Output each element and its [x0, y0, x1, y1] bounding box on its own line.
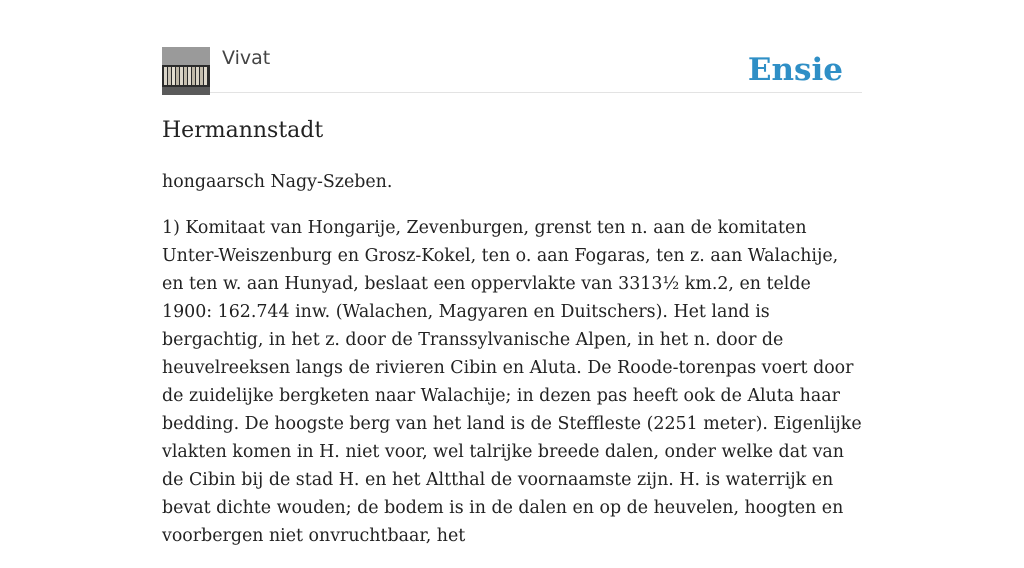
- author-name[interactable]: Vivat: [222, 47, 271, 69]
- bookshelf-avatar-icon: [162, 47, 210, 95]
- article-title: Hermannstadt: [162, 118, 324, 143]
- author-avatar[interactable]: [162, 47, 210, 95]
- site-header: [162, 46, 862, 93]
- article-content: [162, 168, 862, 568]
- article-body: 1) Komitaat van Hongarije, Zevenburgen, grenst ten n. aan de komitaten Unter-Weiszenburg en Grosz-Kokel, ten o. aan Fogaras, ten z. aan Walachije, en ten w. aan Hunyad, beslaat een oppervlakte van 3313½ km.2, en telde 1900: 162.744 inw. (Walachen, Magyaren en Duitschers). Het land is bergachtig, in het z. door de Transsylvanische Alpen, in het n. door de heuvelreeksen langs de rivieren Cibin en Aluta. De Roode-torenpas voert door de zuidelijke bergketen naar Walachije; in dezen pas heeft ook de Aluta haar bedding. De hoogste berg van het land is de Steffleste (2251 meter). Eigenlijke vlakten komen in H. niet voor, wel talrijke breede dalen, onder welke dat van de Cibin bij de stad H. en het Altthal de voornaamste zijn. H. is waterrijk en bevat dichte wouden; de bodem is in de dalen en op de heuvelen, hoogten en voorbergen niet onvruchtbaar, het: [162, 218, 862, 546]
- article-subtitle: hongaarsch Nagy-Szeben.: [162, 172, 393, 192]
- site-logo[interactable]: Ensie: [747, 52, 843, 88]
